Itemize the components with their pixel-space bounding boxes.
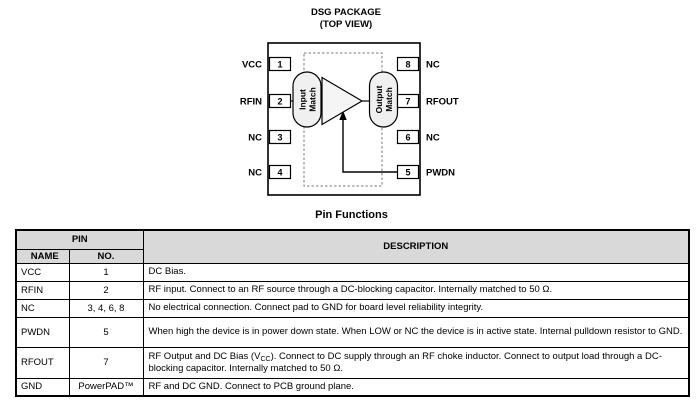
header-no: NO. (69, 249, 143, 263)
pin-description: When high the device is in power down state. When LOW or NC the device is in active state. Internal pulldown resistor to GND. (143, 317, 689, 347)
header-name: NAME (16, 249, 69, 263)
pin-name: PWDN (16, 317, 69, 347)
pin-label-nc8: NC (426, 59, 440, 71)
pin-description: DC Bias. (143, 263, 689, 281)
pin-no: 3, 4, 6, 8 (69, 299, 143, 317)
pin-functions-title: Pin Functions (315, 209, 388, 221)
pin-label-rfin: RFIN (239, 96, 262, 108)
pin-label-vcc: VCC (241, 59, 262, 71)
pin-number-3: 3 (277, 132, 283, 143)
pin-description (143, 347, 689, 378)
pin-name: RFIN (16, 281, 69, 299)
output-match-label-line2: Match (384, 87, 394, 112)
table-row-nc (16, 299, 689, 317)
pin-label-nc4: NC (248, 167, 262, 179)
package-diagram (0, 0, 700, 205)
pin-name: VCC (16, 263, 69, 281)
pin-label-nc6: NC (426, 132, 440, 144)
pin-number-2: 2 (277, 96, 283, 107)
pin-number-6: 6 (405, 132, 411, 143)
pin-description: No electrical connection. Connect pad to GND for board level reliability integrity. (143, 299, 689, 317)
pin-no: PowerPAD™ (69, 378, 143, 396)
pin-description-pre: RF Output and DC Bias (V (148, 350, 261, 362)
pin-functions-table (15, 229, 690, 397)
table-row-pwdn (16, 317, 689, 347)
pin-number-8: 8 (405, 59, 411, 70)
pin-name: GND (16, 378, 69, 396)
pin-no: 7 (69, 347, 143, 378)
package-title-line1: DSG PACKAGE (310, 7, 382, 18)
header-pin: PIN (16, 230, 143, 249)
table-row-gnd (16, 378, 689, 396)
header-description: DESCRIPTION (143, 230, 689, 263)
table-row-vcc (16, 263, 689, 281)
pin-label-rfout: RFOUT (426, 96, 459, 108)
pin-number-1: 1 (277, 59, 283, 70)
pin-number-5: 5 (405, 167, 411, 178)
pin-label-nc3: NC (248, 132, 262, 144)
pin-name: RFOUT (16, 347, 69, 378)
pin-description: RF input. Connect to an RF source through a DC-blocking capacitor. Internally matched to 50 Ω. (143, 281, 689, 299)
output-match-label-line1: Output (374, 85, 384, 114)
table-row-rfout (16, 347, 689, 378)
pin-description-subscript: CC (260, 355, 271, 363)
input-match-label (298, 87, 318, 112)
pin-number-4: 4 (277, 167, 283, 178)
pin-no: 1 (69, 263, 143, 281)
pin-label-pwdn: PWDN (426, 167, 456, 179)
output-match-label (374, 85, 394, 113)
pin-name: NC (16, 299, 69, 317)
pin-description-post: ). Connect to DC supply through an RF choke inductor. Connect to output load through a DC-blocking capacitor. Internally matched to 50 Ω. (148, 350, 662, 374)
input-match-label-line1: Input (297, 89, 308, 110)
pin-no: 2 (69, 281, 143, 299)
pin-no: 5 (69, 317, 143, 347)
pin-description: RF and DC GND. Connect to PCB ground plane. (143, 378, 689, 396)
table-row-rfin (16, 281, 689, 299)
header-row-pin (16, 230, 689, 249)
input-match-label-line2: Match (307, 87, 318, 112)
package-title-line2: (TOP VIEW) (319, 18, 373, 30)
pin-number-7: 7 (405, 96, 411, 107)
